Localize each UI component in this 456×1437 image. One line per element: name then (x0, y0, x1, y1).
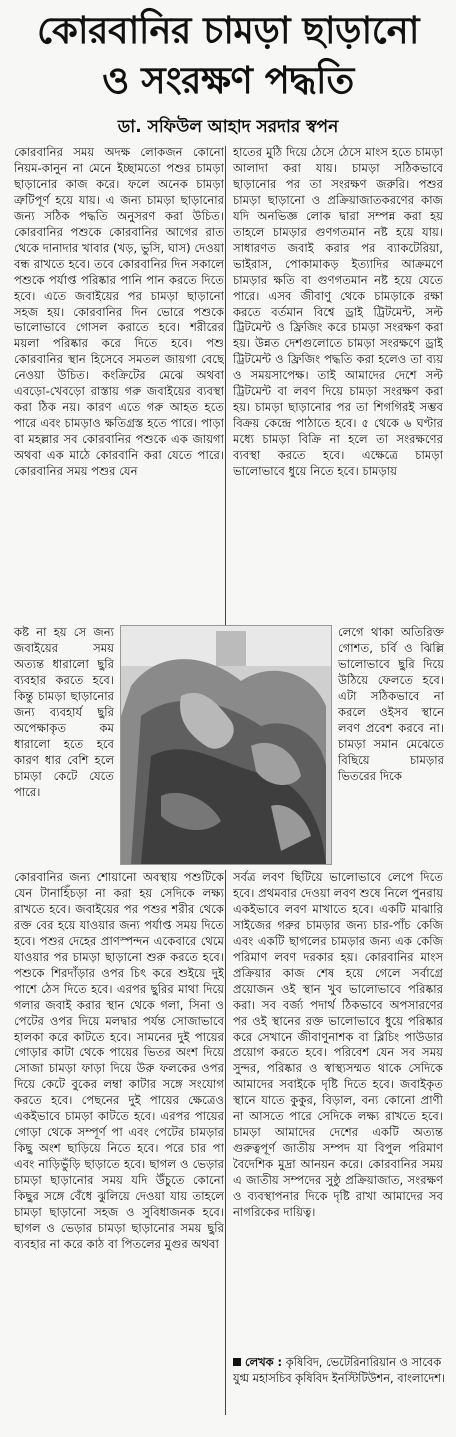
column-divider-lower (225, 870, 226, 1415)
left-lower-text: কোরবানির জন্য শোয়ানো অবস্থায় পশুটিকে যেন টানাহিঁচড়া না করা হয় সেদিকে লক্ষ্য রাখতে হবে। জবাইয়ের পর পশুর শরীর থেকে রক্ত বের হয়ে যাওয়ার জন্য পর্যাপ্ত সময় দিতে হবে। পশুর দেহের প্রাণস্পন্দন একেবারে থেমে যাওয়ার পর চামড়া ছাড়ানো শুরু করতে হবে। পশুকে শিরদাঁড়ার ওপর চিৎ করে শুইয়ে দুই পাশে ঠেস দিতে হবে। এরপর ছুরির মাথা দিয়ে গলার জবাই করার স্থান থেকে গলা, সিনা ও পেটের ওপর দিয়ে মলদ্বার পর্যন্ত সোজাভাবে হালকা করে কাটতে হবে। সামনের দুই পায়ের গোড়ার কাটা থেকে পায়ের ভিতর অংশ দিয়ে সোজা চামড়া ফাড়া দিয়ে উরু ফলকের ওপর দিয়ে কেটে বুকের লম্বা কাটার সঙ্গে সংযোগ করতে হবে। পেছনের দুই পায়ের ক্ষেত্রেও একইভাবে চামড়া কাটতে হবে। এরপর পায়ের গোড়া থেকে সম্পূর্ণ পা এবং পেটের চামড়ার কিছু অংশ ছাড়িয়ে নিতে হবে। পরে চার পা এবং নাড়িভুঁড়ি ছাড়াতে হবে। ছাগল ও ভেড়ার চামড়া ছাড়ানোর সময় যদি উঁচুতে কোনো কিছুর সঙ্গে বেঁধে ঝুলিয়ে দেওয়া যায় তাহলে চামড়া ছাড়ানো সহজ ও সুবিধাজনক হবে। ছাগল ও ভেড়ার চামড়া ছাড়ানোর সময় ছুরি ব্যবহার না করে কাঠ বা পিতলের মুগুর অথবা (14, 870, 224, 1251)
headline-line-2: ও সংরক্ষণ পদ্ধতি (102, 59, 354, 102)
right-lower-column (233, 870, 443, 1350)
left-wrap-text: কষ্ট না হয় সে জন্য জবাইয়ের সময় অত্যন্ত ধারালো ছুরি ব্যবহার করতে হবে। কিন্তু চামড়া ছাড়ানোর জন্য ব্যবহার্য ছুরি অপেক্ষাকৃত কম ধারালো হতে হবে কারণ ধার বেশি হলে চামড়া কেটে যেতে পারে। (14, 625, 114, 799)
author-description: কৃষিবিদ, ভেটেরিনারিয়ান ও সাবেক যুগ্ম মহাসচিব কৃষিবিদ ইনস্টিটিউশন, বাংলাদেশ। (233, 1355, 446, 1385)
author-label: লেখক : (245, 1355, 283, 1369)
author-note (233, 1355, 445, 1386)
bullet-square-icon (233, 1358, 241, 1366)
left-lower-column (14, 870, 224, 1415)
article-headline (0, 6, 456, 106)
right-lower-text: সর্বত্র লবণ ছিটিয়ে ভালোভাবে লেপে দিতে হবে। প্রথমবার দেওয়া লবণ শুষে নিলে পুনরায় একইভাবে লবণ মাখাতে হবে। একটি মাঝারি সাইজের গরুর চামড়ার জন্য চার-পাঁচ কেজি এবং একটি ছাগলের চামড়ার জন্য এক কেজি পরিমাণ লবণ দরকার হয়। কোরবানির মাংস প্রক্রিয়ার কাজ শেষ হয়ে গেলে সর্বাগ্রে প্রয়োজন ওই স্থান খুব ভালোভাবে পরিষ্কার করা। সব বর্জ্য পদার্থ ঠিকভাবে অপসারণের পর ওই স্থানের রক্ত ভালোভাবে ধুয়ে পরিষ্কার করে সেখানে জীবাণুনাশক বা ব্লিচিং পাউডার প্রয়োগ করতে হবে। পরিবেশ যেন সব সময় সুন্দর, পরিষ্কার ও স্বাস্থ্যসম্মত থাকে সেদিকে আমাদের সবাইকে দৃষ্টি দিতে হবে। জবাইকৃত স্থানে যাতে কুকুর, বিড়াল, বন্য কোনো প্রাণী না আসতে পারে সেদিকে লক্ষ্য রাখতে হবে। চামড়া আমাদের দেশের একটি অত্যন্ত গুরুত্বপূর্ণ জাতীয় সম্পদ যা বিপুল পরিমাণ বৈদেশিক মুদ্রা আনয়ন করে। কোরবানির সময় এ জাতীয় সম্পদের সুষ্ঠু প্রক্রিয়াজাত, সংরক্ষণ ও ব্যবস্থাপনার দিকে দৃষ্টি রাখা আমাদের সব নাগরিকের দায়িত্ব। (233, 870, 443, 1220)
headline-line-1: কোরবানির চামড়া ছাড়ানো (37, 9, 419, 52)
right-column-text: হাতের মুঠি দিয়ে ঠেসে ঠেসে মাংস হতে চামড়া আলাদা করা যায়। চামড়া সঠিকভাবে ছাড়ানোর পর তা সংরক্ষণ জরুরি। পশুর চামড়া ছাড়ানো ও প্রক্রিয়াজাতকরণের কাজ যদি অনভিজ্ঞ লোক দ্বারা সম্পন্ন করা হয় তাহলে চামড়ার গুণগতমান নষ্ট হয়ে যায়। সাধারণত জবাই করার পর ব্যাকটেরিয়া, ভাইরাস, পোকামাকড় ইত্যাদির আক্রমণে চামড়ার ক্ষতি বা গুণগতমান নষ্ট হয়ে যেতে পারে। এসব জীবাণু থেকে চামড়াকে রক্ষা করতে বর্তমান বিশ্বে ড্রাই ট্রিটমেন্ট, সল্ট ট্রিটমেন্ট ও ফ্রিজিং করে চামড়া সংরক্ষণ করা হয়। উন্নত দেশগুলোতে চামড়া সংরক্ষণে ড্রাই ট্রিটমেন্ট ও ফ্রিজিং পদ্ধতি করা হলেও তা ব্যয় ও সময়সাপেক্ষ। তাই আমাদের দেশে সল্ট ট্রিটমেন্ট বা লবণ দিয়ে চামড়া সংরক্ষণ করা হয়। চামড়া ছাড়ানোর পর তা শিগগিরই সম্ভব বিক্রয় কেন্দ্রে পাঠাতে হবে। ৫ থেকে ৬ ঘণ্টার মধ্যে চামড়া বিক্রি না হলে তা সংরক্ষণের ব্যবস্থা করতে হবে। এক্ষেত্রে চামড়া ভালোভাবে ধুয়ে নিতে হবে। চামড়ায় (233, 145, 443, 479)
column-divider (225, 146, 226, 706)
left-column-text: কোরবানির সময় অদক্ষ লোকজন কোনো নিয়ম-কানুন না মেনে ইচ্ছামতো পশুর চামড়া ছাড়ানোর কাজ করে। ফলে অনেক চামড়া ত্রুটিপূর্ণ হয়ে যায়। এ জন্য চামড়া ছাড়ানোর জন্য সঠিক পদ্ধতি অনুসরণ করা উচিত। কোরবানির পশুকে কোরবানির আগের রাত থেকে দানাদার খাবার (খড়, ভুসি, ঘাস) দেওয়া বন্ধ রাখতে হবে। তবে কোরবানির দিন সকালে পশুকে পর্যাপ্ত পরিষ্কার পানি পান করতে দিতে হবে। এতে জবাইয়ের পর চামড়া ছাড়ানো সহজ হয়। কোরবানির দিন ভোরে পশুকে ভালোভাবে গোসল করাতে হবে। শরীরের ময়লা পরিষ্কার করে দিতে হবে। পশু কোরবানির স্থান হিসেবে সমতল জায়গা বেছে নেওয়া উচিত। কংক্রিটের মেঝে অথবা এবড়ো-খেবড়ো রাস্তায় গরু জবাইয়ের ব্যবস্থা করা ঠিক নয়। কারণ এতে গরু আহত হতে পারে এবং চামড়াও ক্ষতিগ্রস্ত হতে পারে। পাড়া বা মহল্লার সব কোরবানির পশুকে এক জায়গা অথবা এক মাঠে কোরবানি করা যেতে পারে। কোরবানির সময় পশুর যেন (14, 145, 224, 479)
right-wrap-text: লেগে থাকা অতিরিক্ত গোশত, চর্বি ও ঝিল্লি ভালোভাবে ছুরি দিয়ে উঠিয়ে ফেলতে হবে। এটা সঠিকভাবে না করলে ওইসব স্থানে লবণ প্রবেশ করবে না। চামড়া সমান মেঝেতে বিছিয়ে চামড়ার ভিতরের দিকে (338, 625, 444, 783)
article-byline: ডা. সফিউল আহাদ সরদার স্বপন (117, 117, 339, 137)
